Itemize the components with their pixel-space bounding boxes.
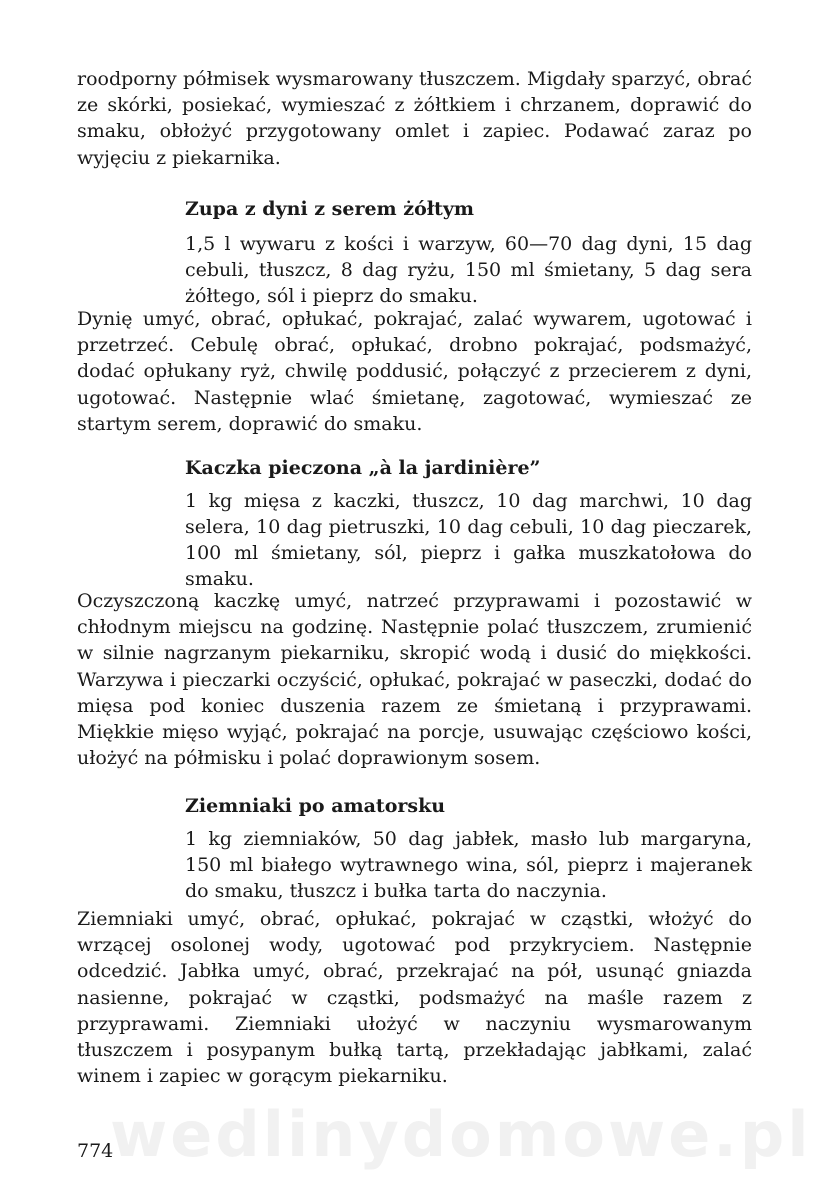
recipe-title-ziemniaki: Ziemniaki po amatorsku bbox=[185, 795, 446, 817]
method-zupa: Dynię umyć, obrać, opłukać, pokrajać, zalać wywarem, ugotować i przetrzeć. Cebulę obrać, opłukać, drobno pokrajać, podsmażyć, dodać opłukany ryż, chwilę poddusić, połączyć z przecierem z dyni, ugotować. Następnie wlać śmietanę, zagotować, wymieszać ze startym serem, doprawić do smaku. bbox=[77, 308, 752, 435]
recipe-title-zupa: Zupa z dyni z serem żółtym bbox=[185, 198, 474, 220]
ingredients-ziemniaki: 1 kg ziemniaków, 50 dag jabłek, masło lub margaryna, 150 ml białego wytrawnego wina, sól, pieprz i majeranek do smaku, tłuszcz i bułka tarta do naczynia. bbox=[185, 828, 752, 902]
recipe-title-kaczka: Kaczka pieczona „à la jardinière” bbox=[185, 457, 541, 479]
ingredients-kaczka: 1 kg mięsa z kaczki, tłuszcz, 10 dag marchwi, 10 dag selera, 10 dag pietruszki, 10 dag cebuli, 10 dag pieczarek, 100 ml śmietany, sól, pieprz i gałka muszkatołowa do smaku. bbox=[185, 490, 752, 590]
intro-paragraph: roodporny półmisek wysmarowany tłuszczem. Migdały sparzyć, obrać ze skórki, posiekać, wymieszać z żółtkiem i chrzanem, doprawić do smaku, obłożyć przygotowany omlet i zapiec. Podawać zaraz po wyjęciu z piekarnika. bbox=[77, 68, 752, 169]
page-number: 774 bbox=[77, 1140, 114, 1162]
method-ziemniaki: Ziemniaki umyć, obrać, opłukać, pokrajać w cząstki, włożyć do wrzącej osolonej wody, ugotować pod przykryciem. Następnie odcedzić. Jabłka umyć, obrać, przekrajać na pół, usunąć gniazda nasienne, pokrajać w cząstki, podsmażyć na maśle razem z przyprawami. Ziemniaki ułożyć w naczyniu wysmarowanym tłuszczem i posypanym bułką tartą, przekładając jabłkami, zalać winem i zapiec w gorącym piekarniku. bbox=[77, 908, 752, 1088]
watermark: wedlinydomowe.pl bbox=[110, 1098, 812, 1171]
method-kaczka: Oczyszczoną kaczkę umyć, natrzeć przyprawami i pozostawić w chłodnym miejscu na godzinę. Następnie polać tłuszczem, zrumienić w silnie nagrzanym piekarniku, skropić wodą i dusić do miękkości. Warzywa i pieczarki oczyścić, opłukać, pokrajać w paseczki, dodać do mięsa pod koniec duszenia razem ze śmietaną i przyprawami. Miękkie mięso wyjąć, pokrajać na porcje, usuwając częściowo kości, ułożyć na półmisku i polać doprawionym sosem. bbox=[77, 590, 752, 770]
ingredients-zupa: 1,5 l wywaru z kości i warzyw, 60—70 dag dyni, 15 dag cebuli, tłuszcz, 8 dag ryżu, 150 ml śmietany, 5 dag sera żółtego, sól i pieprz do smaku. bbox=[185, 233, 752, 307]
